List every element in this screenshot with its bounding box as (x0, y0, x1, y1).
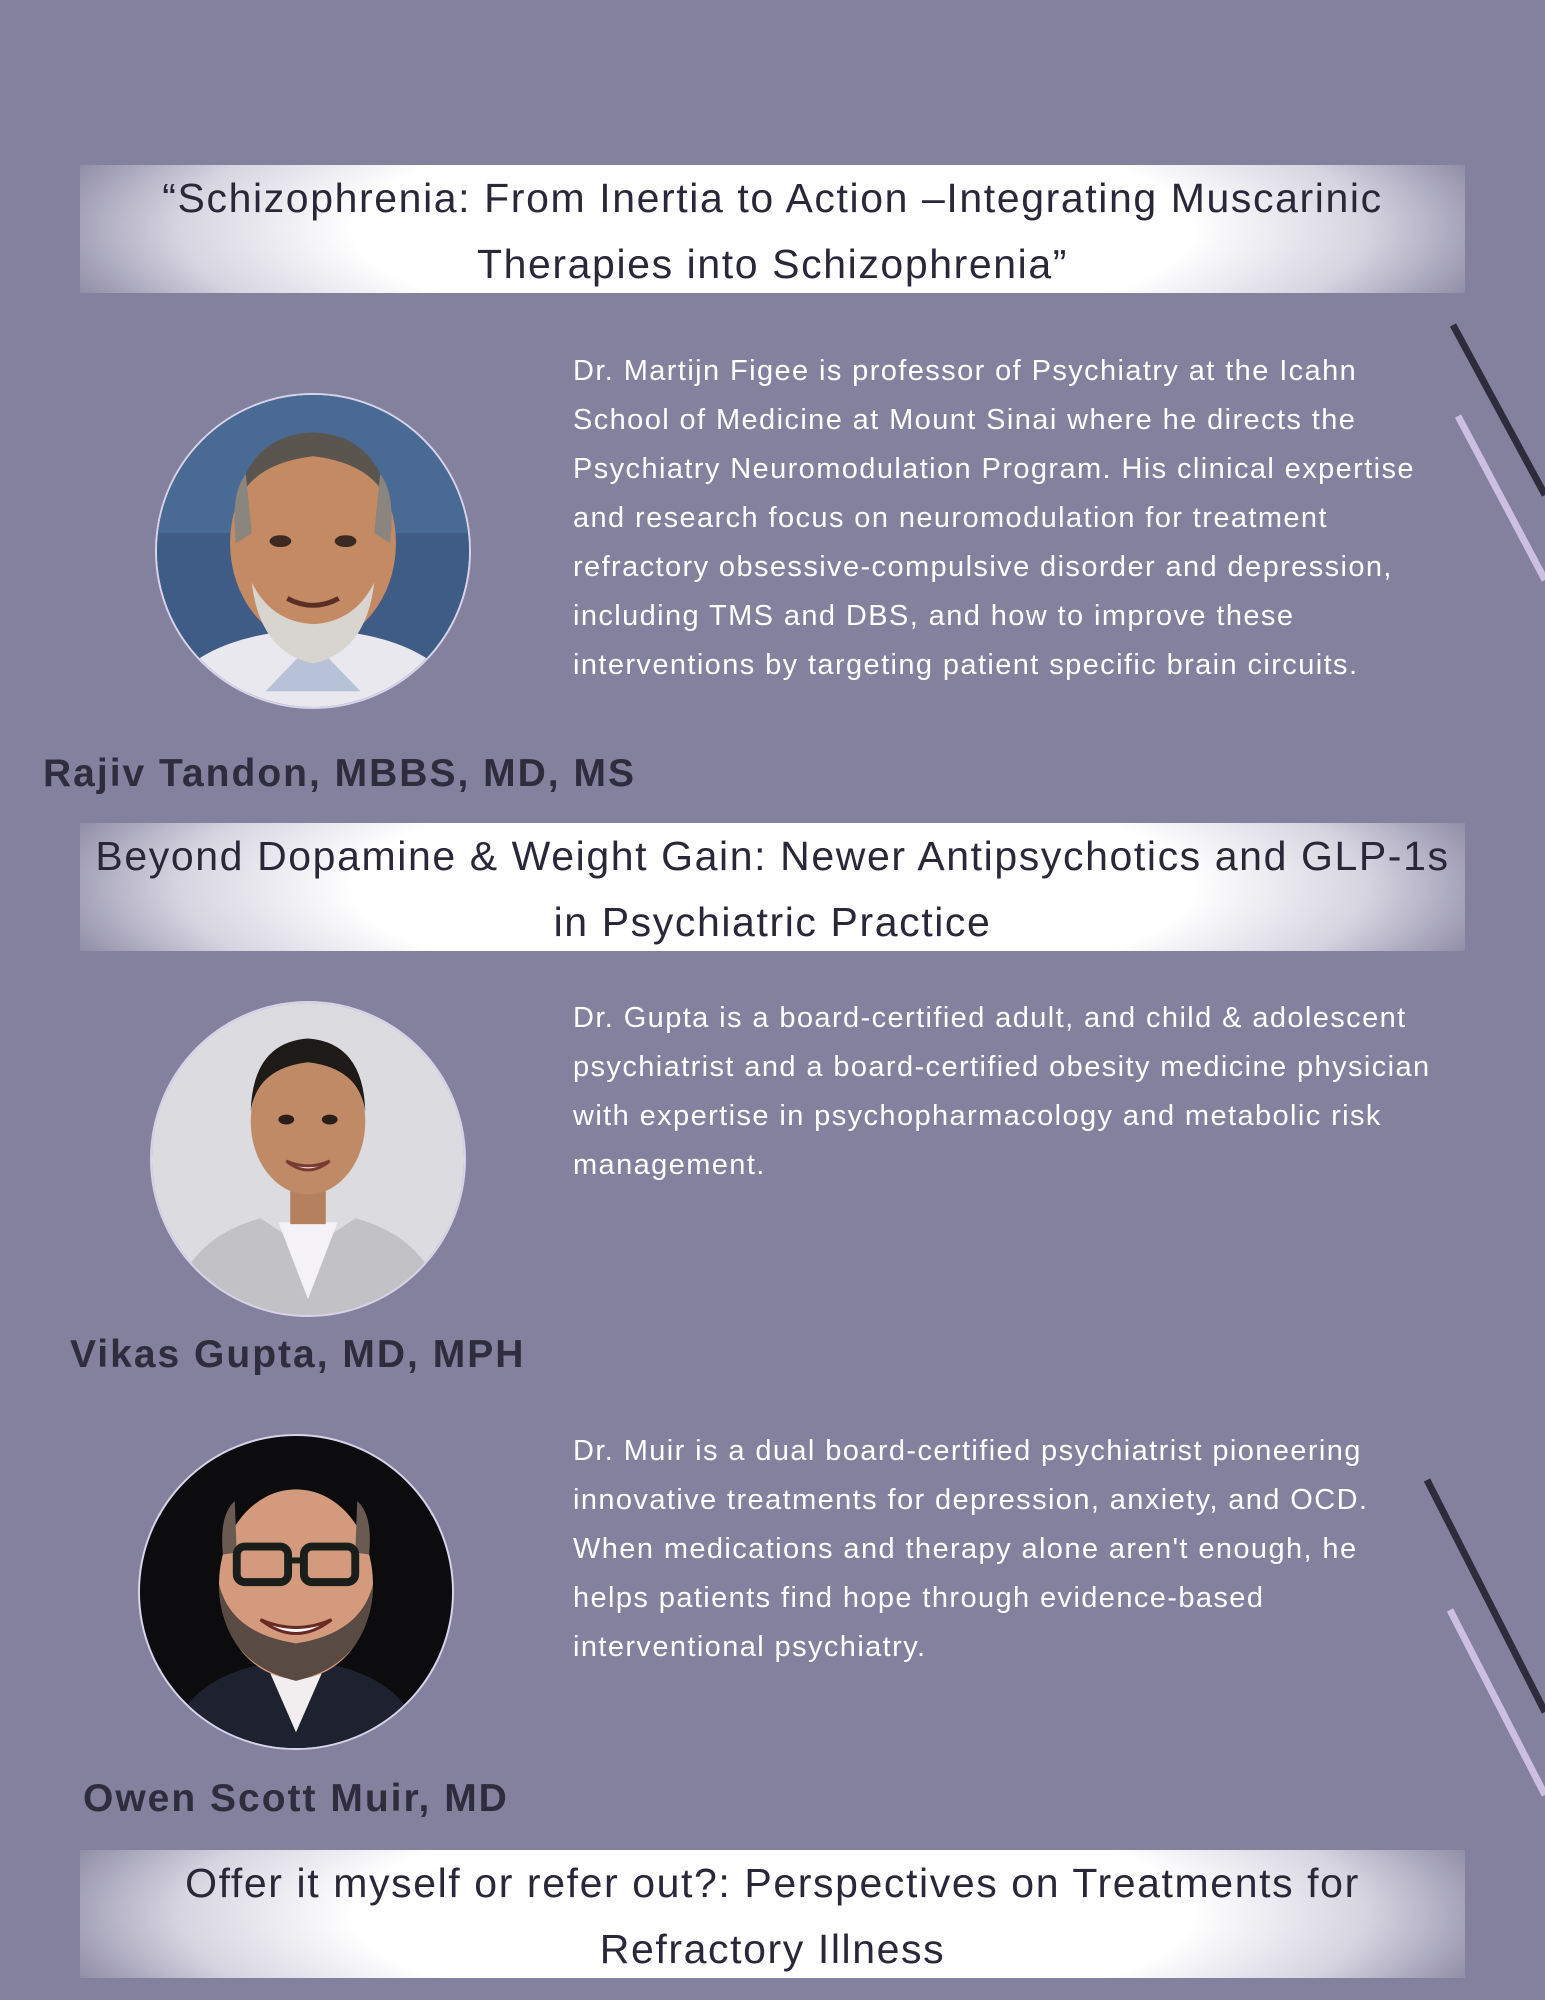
speaker-name-3: Owen Scott Muir, MD (83, 1777, 509, 1820)
speaker-bio-1: Dr. Martijn Figee is professor of Psychiatry at the Icahn School of Medicine at Mount Sinai where he directs the Psychiatry Neuromodulation Program. His clinical expertise and research focus on neuromodulation for treatment refractory obsessive-compulsive disorder and depression, including TMS and DBS, and how to improve these interventions by targeting patient specific brain circuits. (573, 355, 1415, 681)
speaker-portrait-1 (157, 395, 469, 707)
decorative-light-line-bottom (1450, 1610, 1545, 1795)
speaker-photo-muir (138, 1434, 454, 1750)
speaker-name-2: Vikas Gupta, MD, MPH (70, 1333, 526, 1376)
session-title-1: “Schizophrenia: From Inertia to Action –Integrating Muscarinic Therapies into Schizophrenia” (80, 165, 1465, 293)
session-title-3: Offer it myself or refer out?: Perspectives on Treatments for Refractory Illness (80, 1850, 1465, 1978)
speaker-portrait-2 (152, 1003, 464, 1315)
speaker-bio-2: Dr. Gupta is a board-certified adult, and child & adolescent psychiatrist and a board-certified obesity medicine physician with expertise in psychopharmacology and metabolic risk management. (573, 1002, 1431, 1181)
speaker-bio-3: Dr. Muir is a dual board-certified psychiatrist pioneering innovative treatments for depression, anxiety, and OCD. When medications and therapy alone aren't enough, he helps patients find hope through evidence-based interventional psychiatry. (573, 1435, 1369, 1663)
decorative-light-line-top (1458, 416, 1545, 580)
decorative-dark-line-top (1453, 325, 1545, 495)
speaker-name-1: Rajiv Tandon, MBBS, MD, MS (43, 752, 636, 795)
session-title-2: Beyond Dopamine & Weight Gain: Newer Antipsychotics and GLP-1s in Psychiatric Practice (80, 823, 1465, 951)
decorative-dark-line-bottom (1427, 1480, 1545, 1712)
speaker-portrait-3 (140, 1436, 452, 1748)
speaker-photo-gupta (150, 1001, 466, 1317)
speaker-photo-tandon (155, 393, 471, 709)
